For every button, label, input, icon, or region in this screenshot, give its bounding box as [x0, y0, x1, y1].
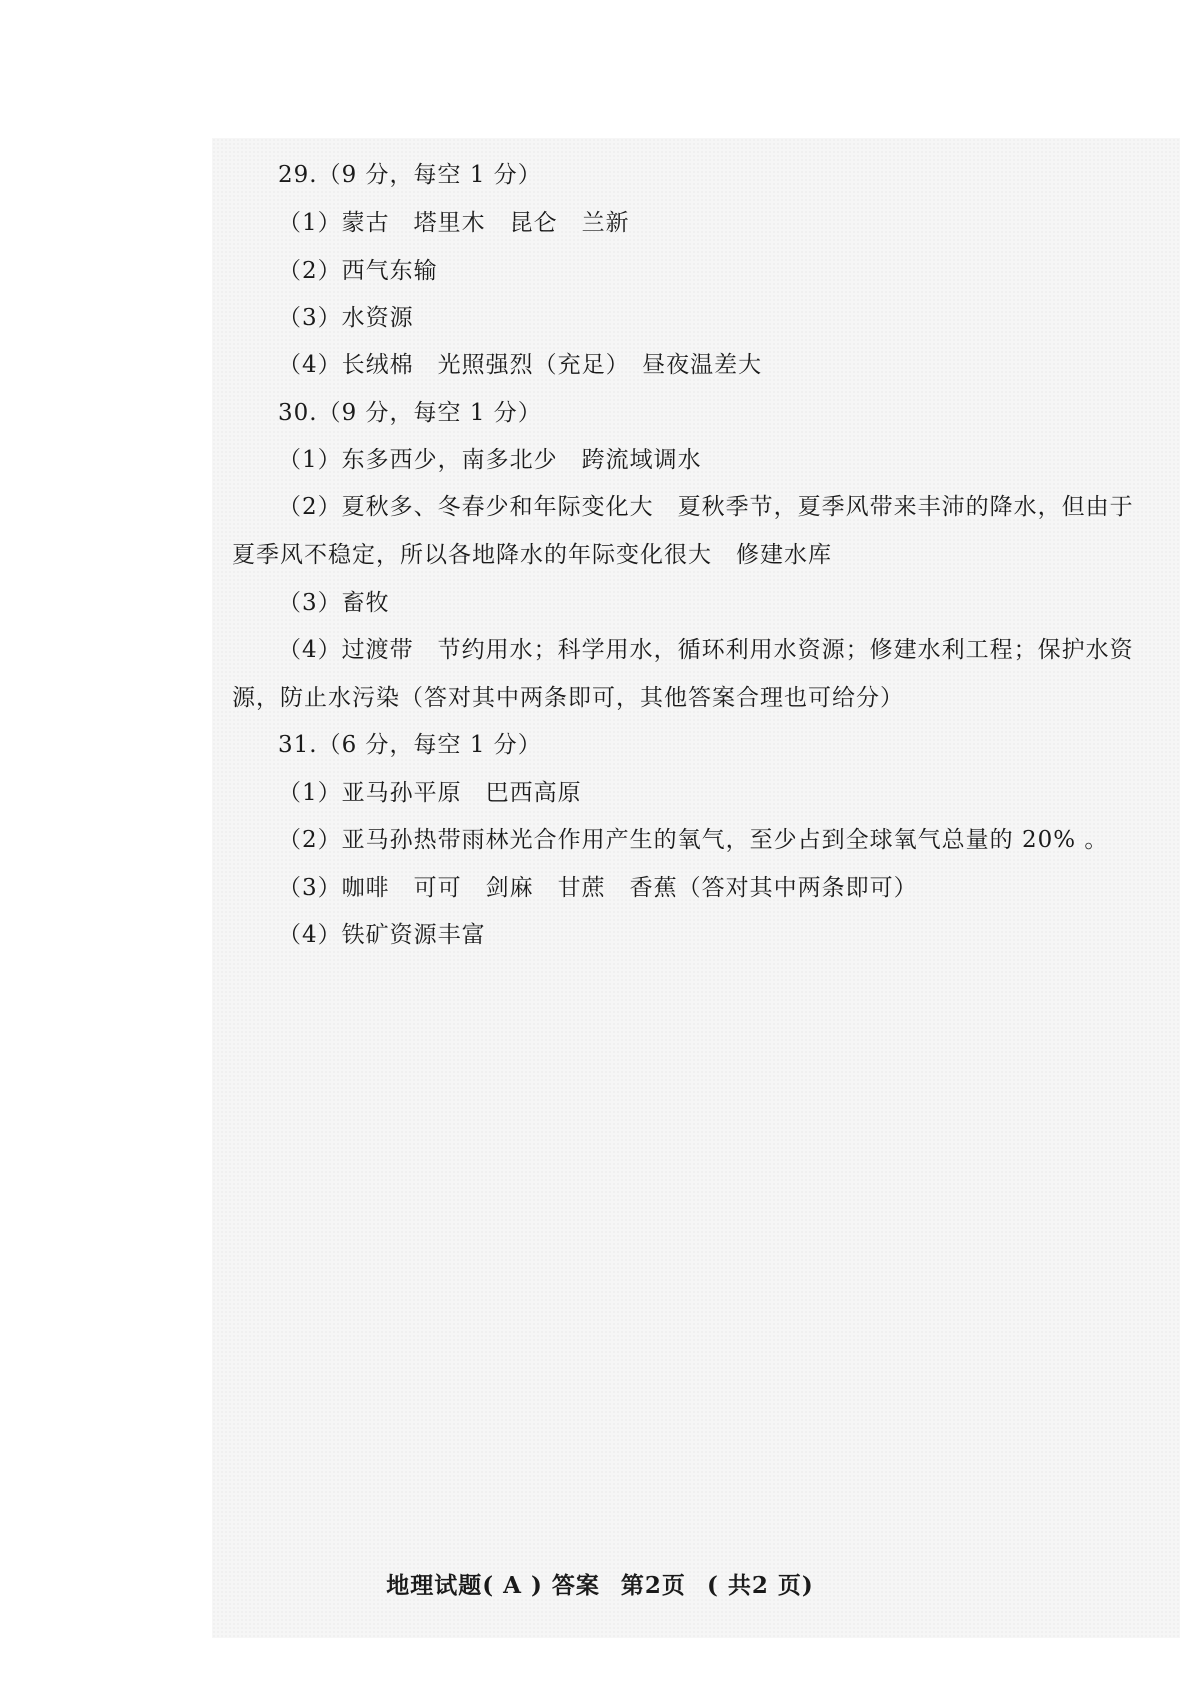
footer-subject: 地理试题( A ) 答案	[386, 1572, 600, 1599]
question-31-answer-2: （2）亚马孙热带雨林光合作用产生的氧气，至少占到全球氧气总量的 20% 。	[278, 827, 1109, 853]
question-30-answer-2-line-1: （2）夏秋多、冬春少和年际变化大 夏秋季节，夏季风带来丰沛的降水，但由于	[278, 494, 1134, 520]
question-30-answer-4-line-2: 源，防止水污染（答对其中两条即可，其他答案合理也可给分）	[232, 685, 904, 711]
question-31-answer-1: （1）亚马孙平原 巴西高原	[278, 780, 582, 806]
question-30-heading: 30.（9 分，每空 1 分）	[278, 400, 542, 426]
question-30-answer-3: （3）畜牧	[278, 590, 390, 616]
page-footer	[0, 1567, 1200, 1600]
question-29-answer-2: （2）西气东输	[278, 258, 438, 284]
question-31-answer-3: （3）咖啡 可可 剑麻 甘蔗 香蕉（答对其中两条即可）	[278, 875, 918, 901]
question-29-answer-1: （1）蒙古 塔里木 昆仑 兰新	[278, 210, 630, 236]
question-30-answer-4-line-1: （4）过渡带 节约用水；科学用水，循环利用水资源；修建水利工程；保护水资	[278, 637, 1134, 663]
question-30-answer-1: （1）东多西少，南多北少 跨流域调水	[278, 447, 702, 473]
footer-page-number: 第2页	[620, 1572, 686, 1599]
question-31-answer-4: （4）铁矿资源丰富	[278, 922, 486, 948]
question-29-answer-3: （3）水资源	[278, 305, 414, 331]
question-29-heading: 29.（9 分，每空 1 分）	[278, 162, 542, 188]
question-31-heading: 31.（6 分，每空 1 分）	[278, 732, 542, 758]
footer-page-total: ( 共2 页)	[706, 1572, 814, 1599]
question-30-answer-2-line-2: 夏季风不稳定，所以各地降水的年际变化很大 修建水库	[232, 542, 832, 568]
question-29-answer-4: （4）长绒棉 光照强烈（充足） 昼夜温差大	[278, 352, 763, 378]
